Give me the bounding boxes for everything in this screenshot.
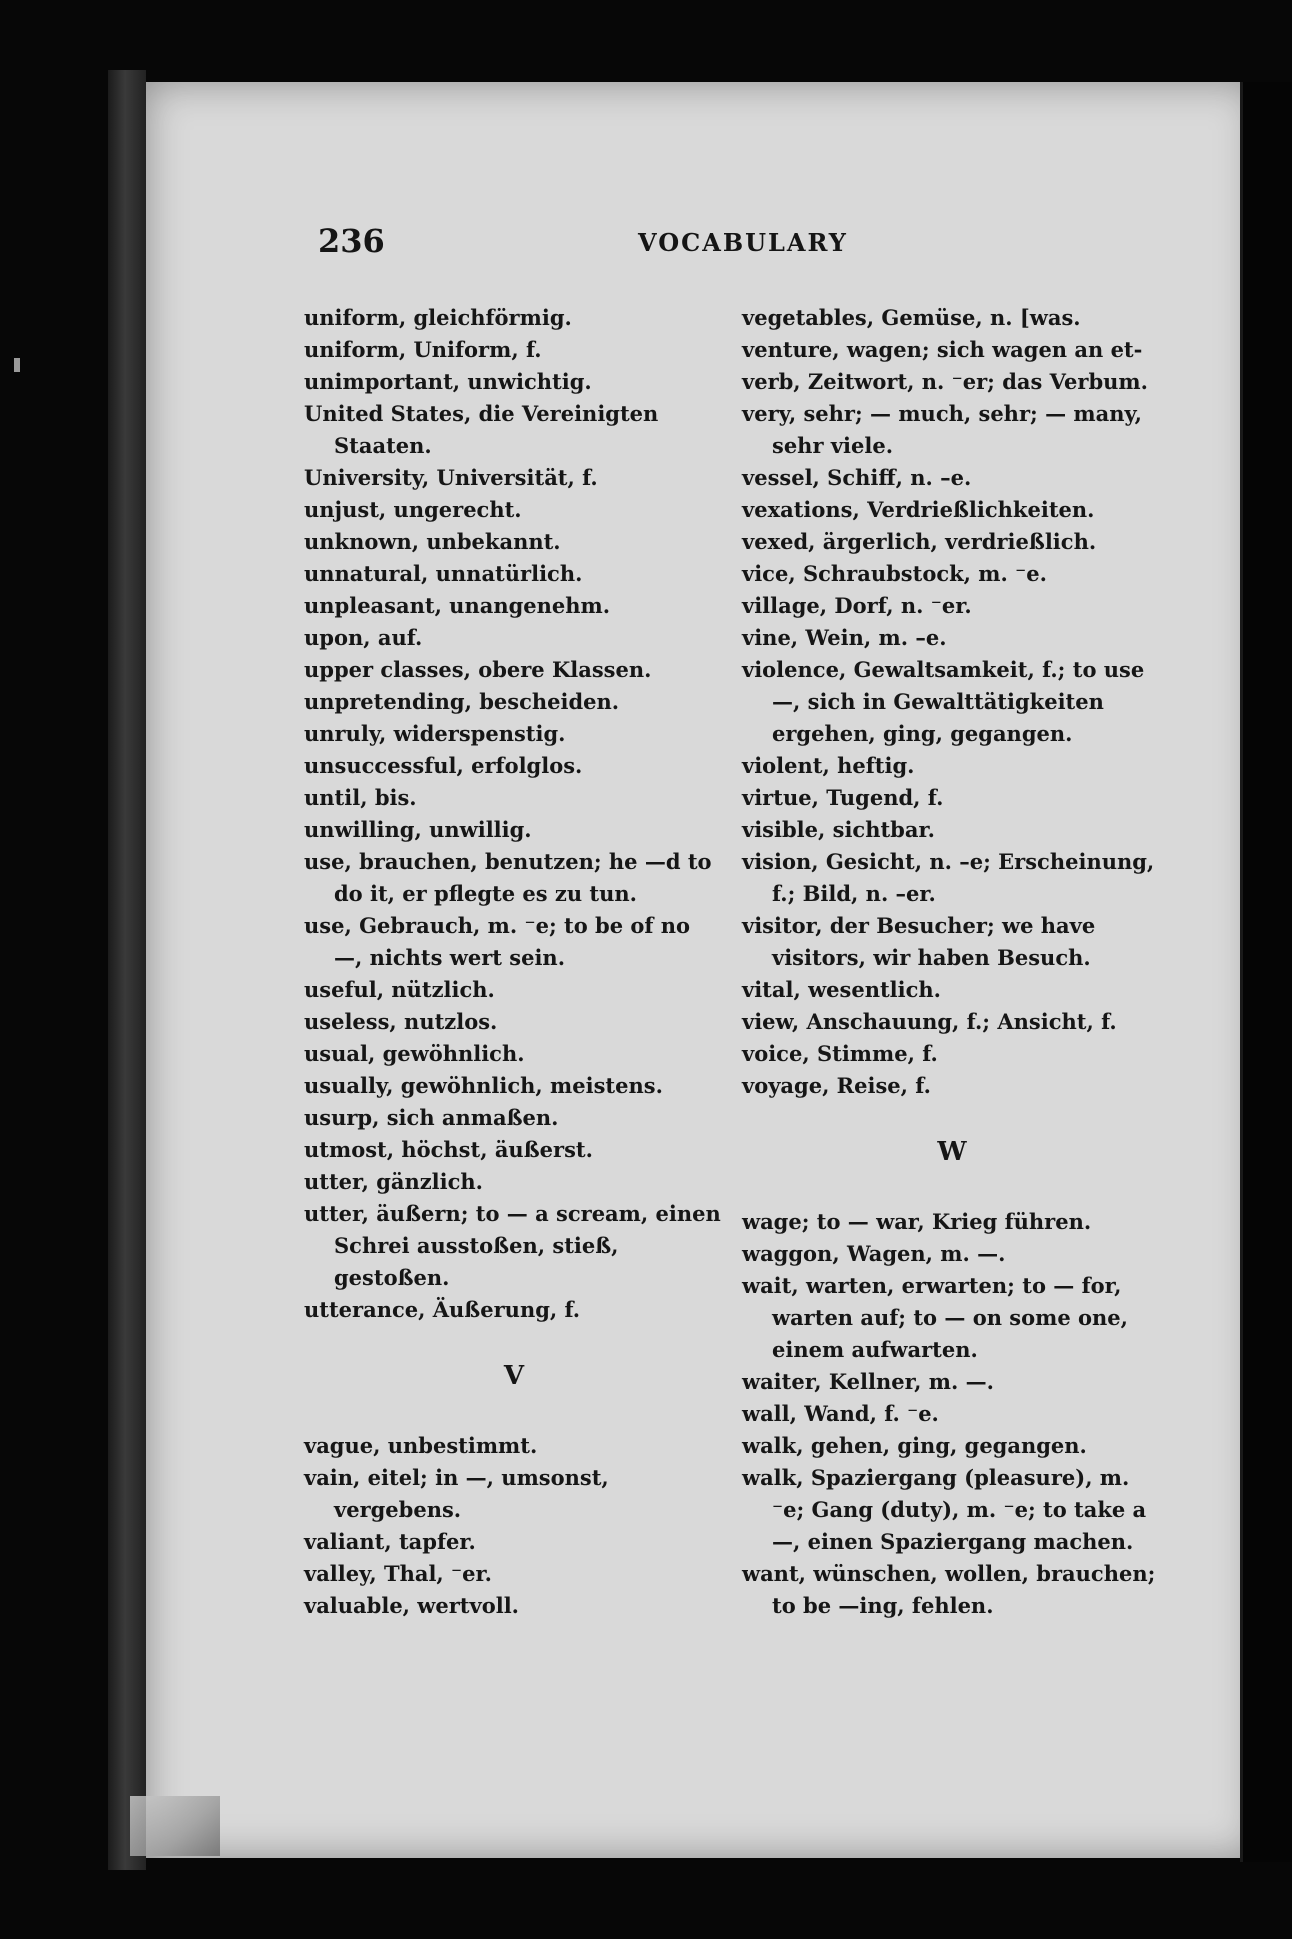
vocab-entry: unpleasant, unangenehm. — [304, 593, 611, 618]
stray-mark — [14, 358, 20, 372]
section-letter-w: W — [937, 1137, 967, 1167]
vocab-entry: utmost, höchst, äußerst. — [304, 1137, 593, 1162]
vocab-entry: use, Gebrauch, m. ⁻e; to be of no —, nichts wert sein. — [304, 913, 691, 970]
vocab-entry: unimportant, unwichtig. — [304, 369, 592, 394]
vocab-entry: vegetables, Gemüse, n. [was. — [742, 305, 1081, 330]
vocab-entry: verb, Zeitwort, n. ⁻er; das Verbum. — [742, 369, 1148, 394]
vocab-entry: upper classes, obere Klassen. — [304, 657, 652, 682]
vocab-entry: want, wünschen, wollen, brauchen; to be —ing, fehlen. — [742, 1561, 1156, 1618]
vocab-entry: vice, Schraubstock, m. ⁻e. — [742, 561, 1047, 586]
vocab-entry: valuable, wertvoll. — [304, 1593, 519, 1618]
vocab-entry: vague, unbestimmt. — [304, 1433, 538, 1458]
vocab-entry: usurp, sich anmaßen. — [304, 1105, 559, 1130]
vocab-entry: unwilling, unwillig. — [304, 817, 532, 842]
vocab-entry: usual, gewöhnlich. — [304, 1041, 525, 1066]
facing-page-edge — [1240, 82, 1292, 1862]
vocab-entry: wait, warten, erwarten; to — for, warten auf; to — on some one, einem aufwarten. — [742, 1273, 1128, 1362]
vocab-entry: virtue, Tugend, f. — [742, 785, 944, 810]
vocab-entry: wall, Wand, f. ⁻e. — [742, 1401, 939, 1426]
vocab-entry: waggon, Wagen, m. —. — [742, 1241, 1006, 1266]
vocab-entry: very, sehr; — much, sehr; — many, sehr viele. — [742, 401, 1142, 458]
vocab-entry: valiant, tapfer. — [304, 1529, 476, 1554]
vocab-entry: violence, Gewaltsamkeit, f.; to use —, sich in Gewalttätigkeiten ergehen, ging, gegangen. — [742, 657, 1145, 746]
vocab-entry: visitor, der Besucher; we have visitors, wir haben Besuch. — [742, 913, 1096, 970]
vocab-entry: vain, eitel; in —, umsonst, vergebens. — [304, 1465, 609, 1522]
vocab-entry: uniform, gleichförmig. — [304, 305, 572, 330]
vocab-entry: visible, sichtbar. — [742, 817, 935, 842]
vocab-entry: valley, Thal, ⁻er. — [304, 1561, 492, 1586]
vocab-entry: unknown, unbekannt. — [304, 529, 561, 554]
page-number: 236 — [318, 222, 385, 260]
page-corner-fold — [130, 1796, 220, 1856]
vocab-entry: utterance, Äußerung, f. — [304, 1297, 581, 1322]
vocab-entry: walk, gehen, ging, gegangen. — [742, 1433, 1087, 1458]
vocab-entry: vexations, Verdrießlichkeiten. — [742, 497, 1095, 522]
vocab-entry: view, Anschauung, f.; Ansicht, f. — [742, 1009, 1117, 1034]
left-column — [304, 302, 724, 1622]
vocab-entry: vision, Gesicht, n. –e; Erscheinung, f.; Bild, n. –er. — [742, 849, 1155, 906]
vocab-entry: voice, Stimme, f. — [742, 1041, 938, 1066]
vocab-entry: vine, Wein, m. –e. — [742, 625, 947, 650]
vocab-entry: unsuccessful, erfolglos. — [304, 753, 583, 778]
vocab-entry: wage; to — war, Krieg führen. — [742, 1209, 1092, 1234]
vocab-entry: useful, nützlich. — [304, 977, 495, 1002]
vocab-entry: vessel, Schiff, n. –e. — [742, 465, 972, 490]
vocab-entry: useless, nutzlos. — [304, 1009, 498, 1034]
vocab-entry: violent, heftig. — [742, 753, 915, 778]
vocab-entry: upon, auf. — [304, 625, 423, 650]
vocab-entry: usually, gewöhnlich, meistens. — [304, 1073, 663, 1098]
vocab-entry: unjust, ungerecht. — [304, 497, 522, 522]
vocab-entry: walk, Spaziergang (pleasure), m. ⁻e; Gang (duty), m. ⁻e; to take a —, einen Spaziergang machen. — [742, 1465, 1147, 1554]
vocab-entry: unnatural, unnatürlich. — [304, 561, 583, 586]
vocab-entry: United States, die Vereinigten Staaten. — [304, 401, 659, 458]
vocab-entry: village, Dorf, n. ⁻er. — [742, 593, 972, 618]
vocab-entry: vital, wesentlich. — [742, 977, 941, 1002]
vocab-entry: use, brauchen, benutzen; he —d to do it, er pflegte es zu tun. — [304, 849, 712, 906]
vocab-entry: utter, äußern; to — a scream, einen Schrei ausstoßen, stieß, gestoßen. — [304, 1201, 721, 1290]
vocab-entry: unpretending, bescheiden. — [304, 689, 620, 714]
vocab-entry: voyage, Reise, f. — [742, 1073, 931, 1098]
running-head — [318, 222, 1198, 262]
vocab-entry: uniform, Uniform, f. — [304, 337, 542, 362]
book-binding-edge — [108, 70, 146, 1870]
vocab-entry: utter, gänzlich. — [304, 1169, 483, 1194]
vocab-entry: venture, wagen; sich wagen an et- — [742, 337, 1143, 362]
vocab-entry: unruly, widerspenstig. — [304, 721, 566, 746]
vocab-entry: waiter, Kellner, m. —. — [742, 1369, 994, 1394]
right-column — [742, 302, 1162, 1622]
vocab-entry: until, bis. — [304, 785, 417, 810]
vocab-entry: University, Universität, f. — [304, 465, 598, 490]
vocab-entry: vexed, ärgerlich, verdrießlich. — [742, 529, 1097, 554]
section-letter-v: V — [503, 1361, 525, 1391]
running-title: VOCABULARY — [638, 228, 848, 257]
